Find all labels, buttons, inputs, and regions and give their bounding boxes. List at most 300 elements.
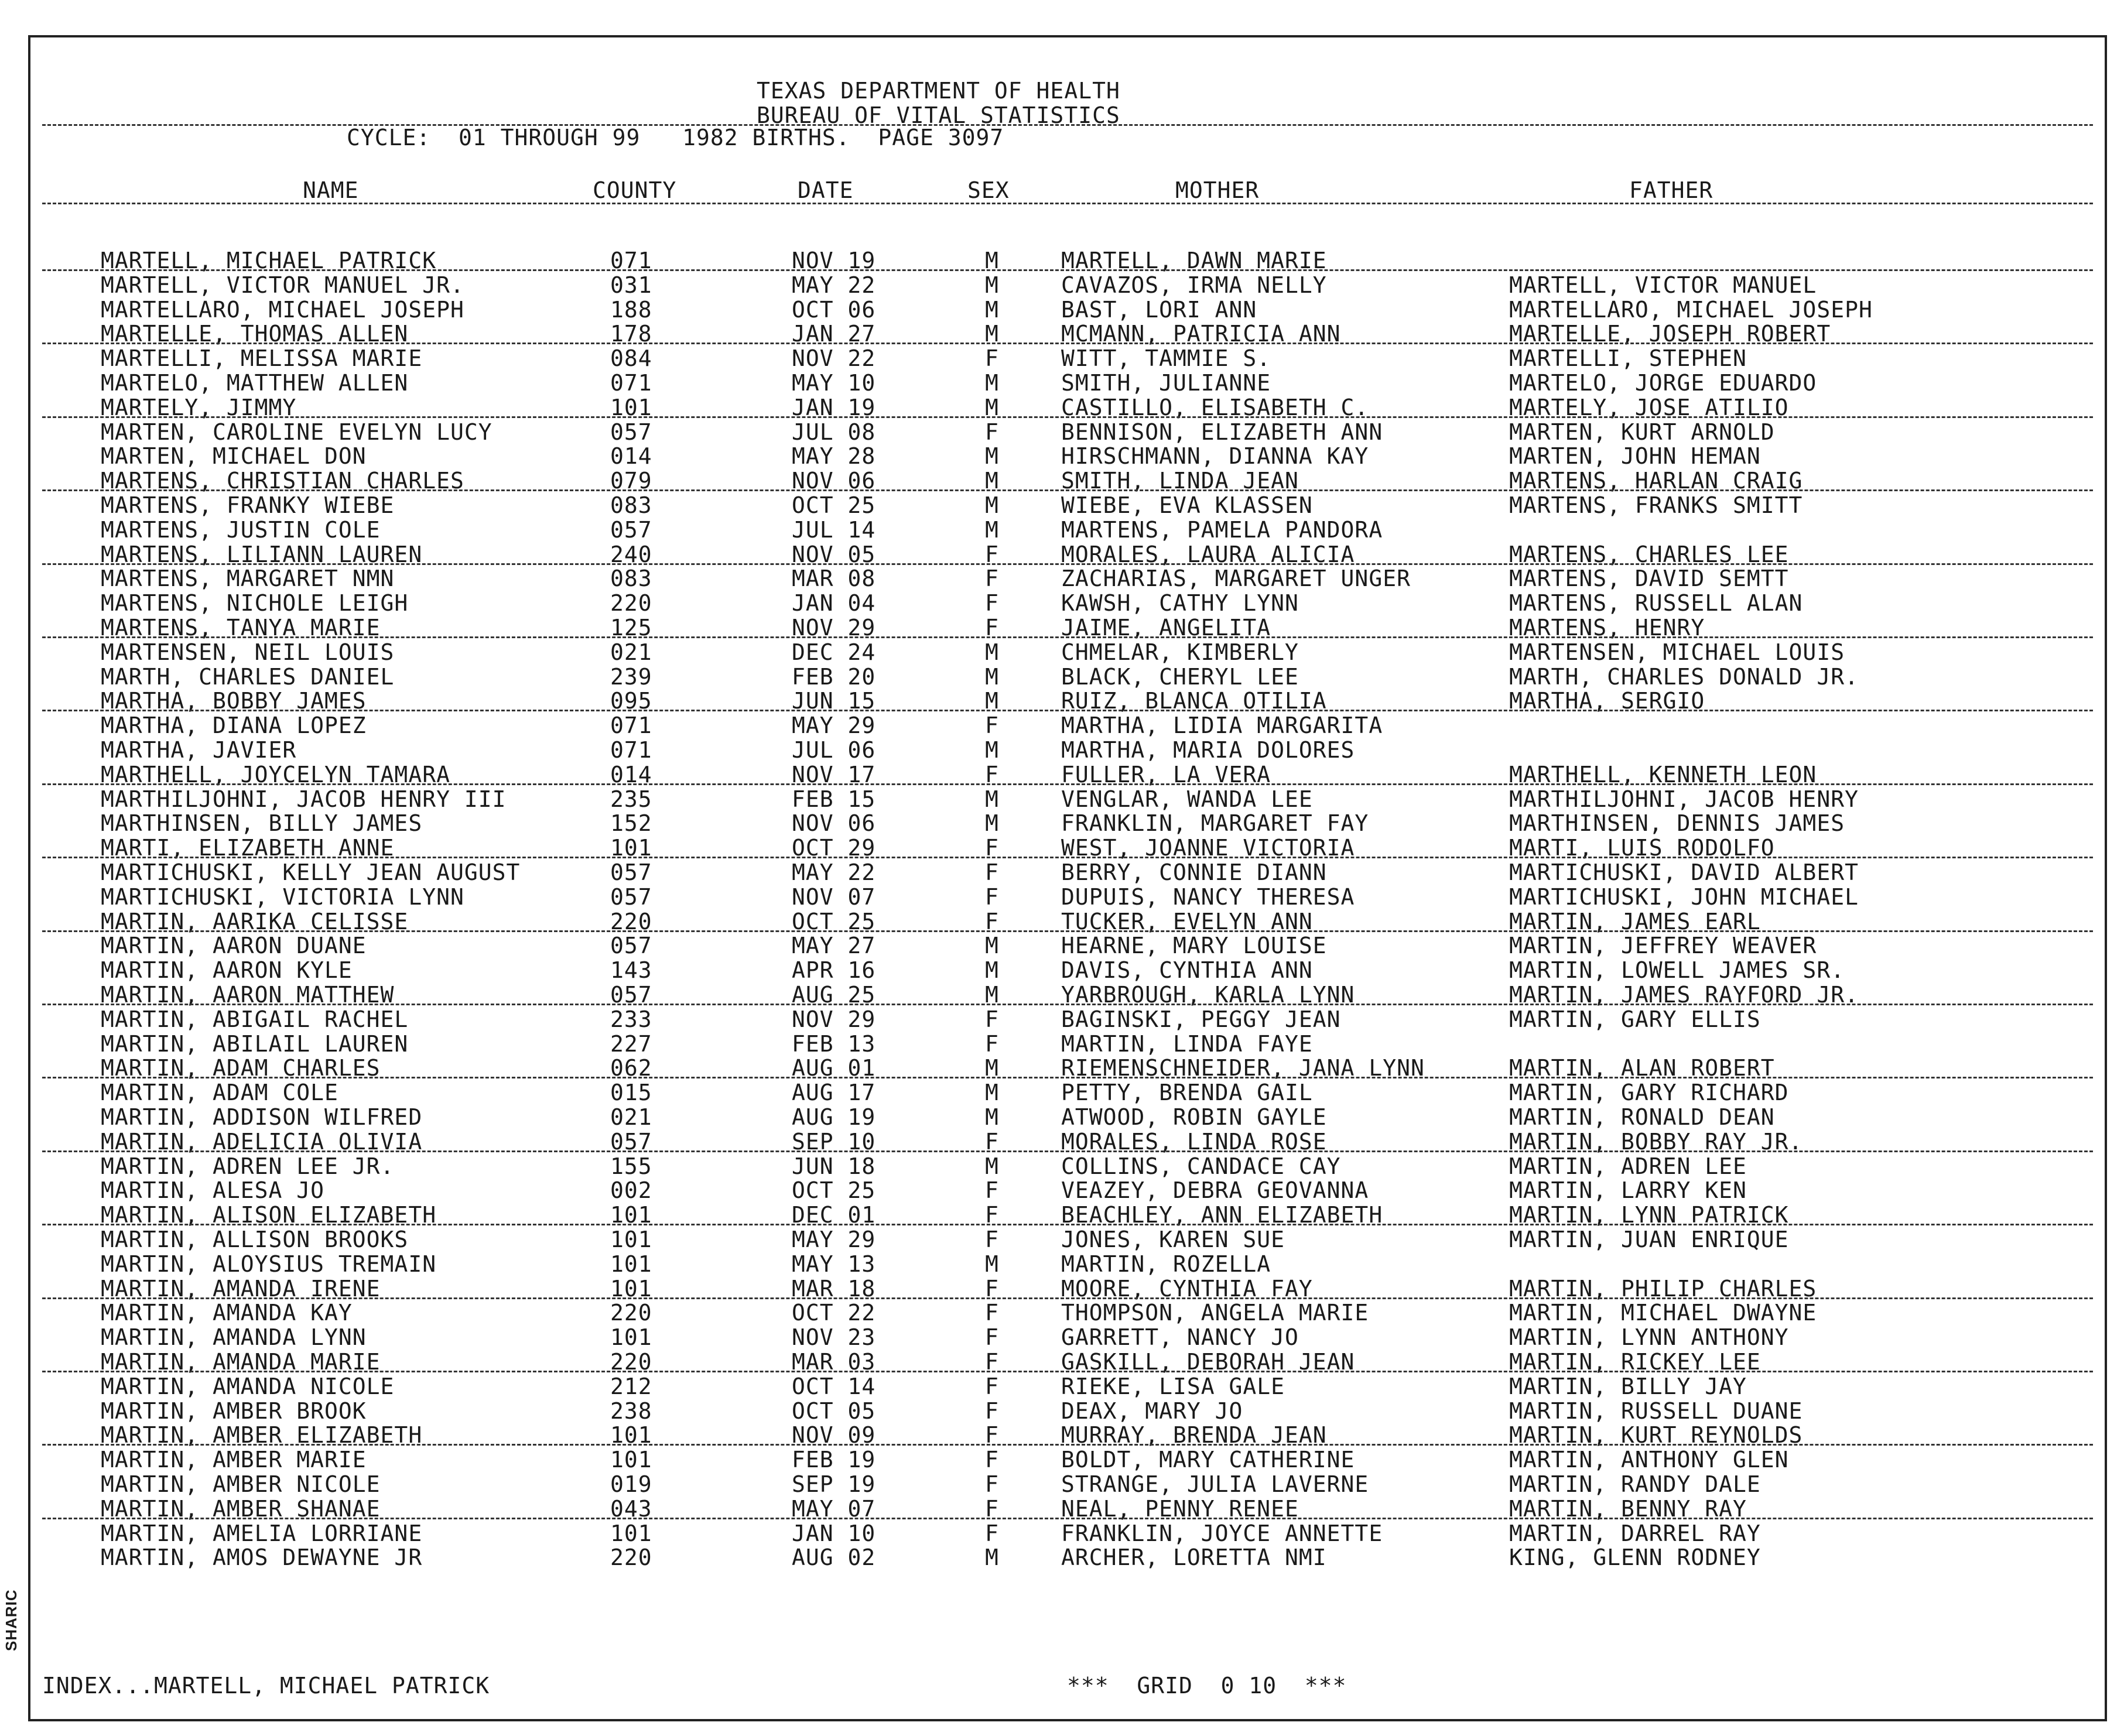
record-mother: WIEBE, EVA KLASSEN (1061, 492, 1313, 518)
record-mother: FRANKLIN, MARGARET FAY (1061, 810, 1369, 837)
record-father: MARTIN, BOBBY RAY JR. (1509, 1128, 1803, 1155)
record-name: MARTHA, BOBBY JAMES (101, 688, 367, 714)
record-county: 238 (610, 1398, 652, 1424)
record-name: MARTENSEN, NEIL LOUIS (101, 639, 395, 665)
grid-indicator: *** GRID 0 10 *** (1067, 1673, 1347, 1699)
row-group-divider (42, 1371, 2093, 1372)
record-mother: BERRY, CONNIE DIANN (1061, 860, 1327, 885)
record-sex: F (985, 761, 999, 787)
record-name: MARTIN, ADAM COLE (101, 1080, 338, 1106)
record-date: MAY 29 (792, 713, 876, 739)
row-group-divider (42, 636, 2093, 638)
record-sex: F (985, 1373, 999, 1399)
record-father: MARTIN, MICHAEL DWAYNE (1509, 1300, 1817, 1326)
cycle-line: CYCLE: 01 THROUGH 99 1982 BIRTHS. PAGE 3097 (347, 125, 1004, 150)
record-father: MARTIN, BILLY JAY (1509, 1373, 1747, 1399)
record-father: MARTIN, LYNN ANTHONY (1509, 1324, 1789, 1351)
record-father: MARTIN, JEFFREY WEAVER (1509, 933, 1817, 959)
record-county: 083 (610, 566, 652, 592)
record-county: 125 (610, 615, 652, 641)
record-sex: F (985, 860, 999, 885)
record-county: 188 (610, 296, 652, 323)
record-date: JUN 18 (792, 1153, 876, 1179)
record-name: MARTIN, ALISON ELIZABETH (101, 1202, 437, 1228)
record-date: JUN 15 (792, 688, 876, 714)
row-group-divider (42, 710, 2093, 711)
record-sex: F (985, 590, 999, 617)
record-sex: F (985, 345, 999, 372)
record-sex: F (985, 1520, 999, 1546)
record-mother: MARTIN, LINDA FAYE (1061, 1030, 1313, 1057)
record-county: 155 (610, 1153, 652, 1179)
record-name: MARTELLI, MELISSA MARIE (101, 345, 423, 372)
record-mother: FULLER, LA VERA (1061, 761, 1271, 787)
record-date: SEP 19 (792, 1471, 876, 1497)
record-date: NOV 05 (792, 541, 876, 567)
record-sex: M (985, 933, 999, 959)
record-mother: YARBROUGH, KARLA LYNN (1061, 982, 1355, 1008)
row-group-divider (42, 857, 2093, 858)
record-county: 220 (610, 1349, 652, 1375)
record-date: OCT 25 (792, 492, 876, 518)
record-county: 101 (610, 394, 652, 420)
column-header-sex: SEX (967, 177, 1010, 203)
record-father: MARTIN, PHILIP CHARLES (1509, 1275, 1817, 1302)
record-mother: HEARNE, MARY LOUISE (1061, 933, 1327, 959)
record-date: NOV 23 (792, 1324, 876, 1351)
record-county: 021 (610, 1104, 652, 1130)
record-sex: M (985, 957, 999, 984)
record-father: MARTENSEN, MICHAEL LOUIS (1509, 639, 1845, 665)
record-county: 084 (610, 345, 652, 372)
record-mother: GASKILL, DEBORAH JEAN (1061, 1349, 1355, 1375)
record-name: MARTH, CHARLES DANIEL (101, 663, 395, 690)
record-sex: F (985, 1398, 999, 1424)
record-mother: HIRSCHMANN, DIANNA KAY (1061, 443, 1369, 470)
record-mother: SMITH, JULIANNE (1061, 370, 1271, 396)
record-sex: M (985, 1080, 999, 1106)
record-name: MARTELLE, THOMAS ALLEN (101, 321, 409, 347)
record-father: MARTENS, CHARLES LEE (1509, 541, 1789, 567)
record-father: MARTELLARO, MICHAEL JOSEPH (1509, 296, 1873, 323)
record-sex: M (985, 1545, 999, 1571)
record-mother: MOORE, CYNTHIA FAY (1061, 1275, 1313, 1302)
record-sex: M (985, 516, 999, 543)
record-date: OCT 05 (792, 1398, 876, 1424)
record-date: MAR 18 (792, 1275, 876, 1302)
record-father: MARTIN, LARRY KEN (1509, 1177, 1747, 1204)
row-group-divider (42, 1444, 2093, 1446)
record-name: MARTHA, JAVIER (101, 737, 297, 763)
record-county: 101 (610, 1324, 652, 1351)
record-name: MARTHINSEN, BILLY JAMES (101, 810, 423, 837)
record-mother: STRANGE, JULIA LAVERNE (1061, 1471, 1369, 1497)
record-mother: MORALES, LAURA ALICIA (1061, 541, 1355, 567)
record-county: 057 (610, 419, 652, 445)
record-name: MARTHA, DIANA LOPEZ (101, 713, 367, 739)
record-mother: COLLINS, CANDACE CAY (1061, 1153, 1341, 1179)
record-date: JUL 06 (792, 737, 876, 763)
record-name: MARTELL, MICHAEL PATRICK (101, 248, 437, 273)
record-father: MARTIN, ALAN ROBERT (1509, 1055, 1775, 1081)
record-county: 057 (610, 982, 652, 1008)
record-father: MARTENS, RUSSELL ALAN (1509, 590, 1803, 617)
column-header-name: NAME (303, 177, 359, 203)
column-header-county: COUNTY (593, 177, 677, 203)
record-mother: CHMELAR, KIMBERLY (1061, 639, 1299, 665)
record-father: MARTIN, LYNN PATRICK (1509, 1202, 1789, 1228)
record-date: JAN 10 (792, 1520, 876, 1546)
index-line: INDEX...MARTELL, MICHAEL PATRICK (42, 1673, 490, 1699)
record-county: 057 (610, 516, 652, 543)
record-father: MARTIN, JAMES EARL (1509, 908, 1761, 934)
record-date: FEB 13 (792, 1030, 876, 1057)
record-sex: M (985, 810, 999, 837)
record-date: FEB 15 (792, 786, 876, 812)
record-mother: FRANKLIN, JOYCE ANNETTE (1061, 1520, 1383, 1546)
record-father: MARTIN, RUSSELL DUANE (1509, 1398, 1803, 1424)
row-group-divider (42, 1518, 2093, 1519)
agency-title: TEXAS DEPARTMENT OF HEALTH (757, 78, 1120, 104)
record-date: NOV 09 (792, 1422, 876, 1449)
record-mother: BEACHLEY, ANN ELIZABETH (1061, 1202, 1383, 1228)
record-father: MARTIN, JAMES RAYFORD JR. (1509, 982, 1859, 1008)
row-group-divider (42, 489, 2093, 491)
record-mother: BENNISON, ELIZABETH ANN (1061, 419, 1383, 445)
record-county: 101 (610, 1422, 652, 1449)
record-father: MARTENS, HARLAN CRAIG (1509, 468, 1803, 494)
record-date: JAN 27 (792, 321, 876, 347)
record-date: FEB 19 (792, 1447, 876, 1473)
record-sex: F (985, 1471, 999, 1497)
record-sex: M (985, 394, 999, 420)
record-date: AUG 19 (792, 1104, 876, 1130)
record-sex: M (985, 443, 999, 470)
record-date: OCT 14 (792, 1373, 876, 1399)
record-mother: GARRETT, NANCY JO (1061, 1324, 1299, 1351)
record-date: MAY 27 (792, 933, 876, 959)
record-county: 143 (610, 957, 652, 984)
record-county: 071 (610, 370, 652, 396)
record-name: MARTIN, ADREN LEE JR. (101, 1153, 395, 1179)
record-mother: ARCHER, LORETTA NMI (1061, 1545, 1327, 1571)
record-sex: M (985, 321, 999, 347)
record-mother: WITT, TAMMIE S. (1061, 345, 1271, 372)
record-date: MAY 28 (792, 443, 876, 470)
record-sex: M (985, 1153, 999, 1179)
record-county: 227 (610, 1030, 652, 1057)
record-mother: DEAX, MARY JO (1061, 1398, 1243, 1424)
record-name: MARTIN, AMBER BROOK (101, 1398, 367, 1424)
record-name: MARTENS, NICHOLE LEIGH (101, 590, 409, 617)
record-name: MARTELY, JIMMY (101, 394, 297, 420)
record-father: MARTIN, RONALD DEAN (1509, 1104, 1775, 1130)
row-group-divider (42, 343, 2093, 344)
record-name: MARTIN, ALOYSIUS TREMAIN (101, 1251, 437, 1277)
record-name: MARTIN, ADELICIA OLIVIA (101, 1128, 423, 1155)
record-mother: ATWOOD, ROBIN GAYLE (1061, 1104, 1327, 1130)
record-mother: DUPUIS, NANCY THERESA (1061, 884, 1355, 910)
record-mother: ZACHARIAS, MARGARET UNGER (1061, 566, 1411, 592)
record-name: MARTIN, AMBER ELIZABETH (101, 1422, 423, 1449)
record-father: MARTELL, VICTOR MANUEL (1509, 272, 1817, 298)
record-date: DEC 01 (792, 1202, 876, 1228)
record-sex: M (985, 1104, 999, 1130)
column-header-father: FATHER (1629, 177, 1713, 203)
record-name: MARTELL, VICTOR MANUEL JR. (101, 272, 464, 298)
record-sex: M (985, 370, 999, 396)
record-name: MARTENS, MARGARET NMN (101, 566, 395, 592)
record-name: MARTI, ELIZABETH ANNE (101, 835, 395, 861)
record-sex: F (985, 1422, 999, 1449)
record-mother: VEAZEY, DEBRA GEOVANNA (1061, 1177, 1369, 1204)
record-father: MARTHA, SERGIO (1509, 688, 1705, 714)
record-sex: F (985, 1324, 999, 1351)
record-date: AUG 17 (792, 1080, 876, 1106)
record-father: MARTIN, GARY ELLIS (1509, 1006, 1761, 1032)
record-county: 101 (610, 1275, 652, 1302)
row-group-divider (42, 1151, 2093, 1152)
record-county: 101 (610, 835, 652, 861)
record-name: MARTIN, AARON MATTHEW (101, 982, 395, 1008)
record-mother: CASTILLO, ELISABETH C. (1061, 394, 1369, 420)
record-mother: MARTIN, ROZELLA (1061, 1251, 1271, 1277)
record-county: 057 (610, 860, 652, 885)
record-sex: M (985, 468, 999, 494)
record-father: MARTI, LUIS RODOLFO (1509, 835, 1775, 861)
record-name: MARTHELL, JOYCELYN TAMARA (101, 761, 450, 787)
record-sex: F (985, 1300, 999, 1326)
record-date: AUG 02 (792, 1545, 876, 1571)
record-county: 101 (610, 1227, 652, 1252)
record-county: 002 (610, 1177, 652, 1204)
row-group-divider (42, 930, 2093, 932)
record-name: MARTENS, FRANKY WIEBE (101, 492, 395, 518)
row-group-divider (42, 269, 2093, 271)
record-mother: JAIME, ANGELITA (1061, 615, 1271, 641)
record-father: MARTICHUSKI, DAVID ALBERT (1509, 860, 1859, 885)
record-mother: BLACK, CHERYL LEE (1061, 663, 1299, 690)
record-date: OCT 25 (792, 1177, 876, 1204)
record-county: 079 (610, 468, 652, 494)
record-county: 239 (610, 663, 652, 690)
bureau-title: BUREAU OF VITAL STATISTICS (757, 102, 1120, 128)
record-mother: MARTELL, DAWN MARIE (1061, 248, 1327, 273)
record-sex: F (985, 908, 999, 934)
record-date: NOV 07 (792, 884, 876, 910)
record-date: MAY 29 (792, 1227, 876, 1252)
record-father: MARTELLI, STEPHEN (1509, 345, 1747, 372)
record-sex: F (985, 1495, 999, 1522)
record-name: MARTELLARO, MICHAEL JOSEPH (101, 296, 464, 323)
record-county: 101 (610, 1520, 652, 1546)
record-name: MARTIN, AARIKA CELISSE (101, 908, 409, 934)
record-county: 220 (610, 590, 652, 617)
record-sex: F (985, 1128, 999, 1155)
record-mother: BOLDT, MARY CATHERINE (1061, 1447, 1355, 1473)
record-sheet (28, 35, 2107, 1721)
record-sex: F (985, 541, 999, 567)
record-sex: F (985, 566, 999, 592)
record-sex: M (985, 272, 999, 298)
record-father: MARTIN, GARY RICHARD (1509, 1080, 1789, 1106)
record-name: MARTENS, TANYA MARIE (101, 615, 381, 641)
record-father: MARTIN, ANTHONY GLEN (1509, 1447, 1789, 1473)
record-county: 083 (610, 492, 652, 518)
record-mother: THOMPSON, ANGELA MARIE (1061, 1300, 1369, 1326)
record-county: 043 (610, 1495, 652, 1522)
record-sex: M (985, 688, 999, 714)
record-date: NOV 17 (792, 761, 876, 787)
record-sex: M (985, 1251, 999, 1277)
record-name: MARTIN, AMBER MARIE (101, 1447, 367, 1473)
record-county: 240 (610, 541, 652, 567)
row-group-divider (42, 1224, 2093, 1225)
record-county: 220 (610, 1300, 652, 1326)
record-date: NOV 06 (792, 468, 876, 494)
record-sex: M (985, 737, 999, 763)
record-mother: KAWSH, CATHY LYNN (1061, 590, 1299, 617)
record-name: MARTENS, CHRISTIAN CHARLES (101, 468, 464, 494)
column-header-divider (42, 203, 2093, 204)
record-mother: RUIZ, BLANCA OTILIA (1061, 688, 1327, 714)
record-father: MARTICHUSKI, JOHN MICHAEL (1509, 884, 1859, 910)
record-county: 101 (610, 1447, 652, 1473)
record-name: MARTICHUSKI, VICTORIA LYNN (101, 884, 464, 910)
row-group-divider (42, 1297, 2093, 1299)
record-sex: M (985, 1055, 999, 1081)
record-father: MARTENS, DAVID SEMTT (1509, 566, 1789, 592)
row-group-divider (42, 563, 2093, 565)
record-date: MAY 07 (792, 1495, 876, 1522)
record-mother: MORALES, LINDA ROSE (1061, 1128, 1327, 1155)
record-mother: MARTENS, PAMELA PANDORA (1061, 516, 1383, 543)
record-mother: CAVAZOS, IRMA NELLY (1061, 272, 1327, 298)
record-date: NOV 29 (792, 1006, 876, 1032)
record-county: 015 (610, 1080, 652, 1106)
record-county: 021 (610, 639, 652, 665)
record-name: MARTICHUSKI, KELLY JEAN AUGUST (101, 860, 521, 885)
record-mother: BAGINSKI, PEGGY JEAN (1061, 1006, 1341, 1032)
record-date: JUL 08 (792, 419, 876, 445)
record-date: MAY 10 (792, 370, 876, 396)
record-date: NOV 06 (792, 810, 876, 837)
record-sex: F (985, 1006, 999, 1032)
record-father: MARTENS, FRANKS SMITT (1509, 492, 1803, 518)
record-county: 019 (610, 1471, 652, 1497)
record-county: 233 (610, 1006, 652, 1032)
record-father: MARTIN, ADREN LEE (1509, 1153, 1747, 1179)
record-county: 057 (610, 933, 652, 959)
record-name: MARTHILJOHNI, JACOB HENRY III (101, 786, 507, 812)
record-date: JAN 19 (792, 394, 876, 420)
record-name: MARTIN, AMANDA MARIE (101, 1349, 381, 1375)
record-mother: DAVIS, CYNTHIA ANN (1061, 957, 1313, 984)
record-sex: F (985, 1275, 999, 1302)
record-mother: MURRAY, BRENDA JEAN (1061, 1422, 1327, 1449)
record-name: MARTIN, AMBER NICOLE (101, 1471, 381, 1497)
record-father: MARTEN, KURT ARNOLD (1509, 419, 1775, 445)
record-sex: F (985, 1202, 999, 1228)
record-sex: F (985, 1447, 999, 1473)
record-father: MARTIN, KURT REYNOLDS (1509, 1422, 1803, 1449)
record-name: MARTENS, LILIANN LAUREN (101, 541, 423, 567)
record-name: MARTIN, ADAM CHARLES (101, 1055, 381, 1081)
record-date: MAY 22 (792, 860, 876, 885)
record-mother: TUCKER, EVELYN ANN (1061, 908, 1313, 934)
record-county: 095 (610, 688, 652, 714)
column-header-mother: MOTHER (1175, 177, 1260, 203)
record-date: OCT 29 (792, 835, 876, 861)
column-header-date: DATE (798, 177, 854, 203)
record-father: MARTHINSEN, DENNIS JAMES (1509, 810, 1845, 837)
record-name: MARTIN, AMELIA LORRIANE (101, 1520, 423, 1546)
record-sex: F (985, 1030, 999, 1057)
record-date: FEB 20 (792, 663, 876, 690)
record-county: 220 (610, 1545, 652, 1571)
record-sex: F (985, 835, 999, 861)
record-date: MAR 08 (792, 566, 876, 592)
record-date: MAR 03 (792, 1349, 876, 1375)
record-county: 062 (610, 1055, 652, 1081)
record-date: MAY 13 (792, 1251, 876, 1277)
record-name: MARTIN, AMBER SHANAE (101, 1495, 381, 1522)
record-father: MARTIN, JUAN ENRIQUE (1509, 1227, 1789, 1252)
record-mother: BAST, LORI ANN (1061, 296, 1257, 323)
record-name: MARTIN, AARON DUANE (101, 933, 367, 959)
record-mother: MARTHA, LIDIA MARGARITA (1061, 713, 1383, 739)
record-father: KING, GLENN RODNEY (1509, 1545, 1761, 1571)
record-county: 152 (610, 810, 652, 837)
record-sex: F (985, 615, 999, 641)
record-date: JUL 14 (792, 516, 876, 543)
record-father: MARTELO, JORGE EDUARDO (1509, 370, 1817, 396)
record-date: SEP 10 (792, 1128, 876, 1155)
record-county: 178 (610, 321, 652, 347)
record-name: MARTIN, AMANDA KAY (101, 1300, 353, 1326)
record-name: MARTEN, CAROLINE EVELYN LUCY (101, 419, 492, 445)
record-county: 071 (610, 713, 652, 739)
record-county: 014 (610, 443, 652, 470)
record-name: MARTEN, MICHAEL DON (101, 443, 367, 470)
record-name: MARTIN, AMANDA NICOLE (101, 1373, 395, 1399)
record-name: MARTIN, ADDISON WILFRED (101, 1104, 423, 1130)
record-sex: F (985, 1177, 999, 1204)
record-date: AUG 25 (792, 982, 876, 1008)
record-father: MARTIN, RICKEY LEE (1509, 1349, 1761, 1375)
record-county: 031 (610, 272, 652, 298)
record-sex: F (985, 713, 999, 739)
record-county: 101 (610, 1251, 652, 1277)
record-father: MARTIN, DARREL RAY (1509, 1520, 1761, 1546)
record-date: NOV 22 (792, 345, 876, 372)
record-date: AUG 01 (792, 1055, 876, 1081)
record-father: MARTIN, BENNY RAY (1509, 1495, 1747, 1522)
row-group-divider (42, 783, 2093, 785)
record-name: MARTIN, AMANDA IRENE (101, 1275, 381, 1302)
record-father: MARTH, CHARLES DONALD JR. (1509, 663, 1859, 690)
record-sex: M (985, 663, 999, 690)
record-name: MARTIN, ALESA JO (101, 1177, 325, 1204)
record-date: NOV 29 (792, 615, 876, 641)
record-sex: M (985, 639, 999, 665)
record-date: MAY 22 (792, 272, 876, 298)
record-father: MARTEN, JOHN HEMAN (1509, 443, 1761, 470)
record-date: JAN 04 (792, 590, 876, 617)
record-father: MARTENS, HENRY (1509, 615, 1705, 641)
record-date: NOV 19 (792, 248, 876, 273)
record-sex: M (985, 492, 999, 518)
